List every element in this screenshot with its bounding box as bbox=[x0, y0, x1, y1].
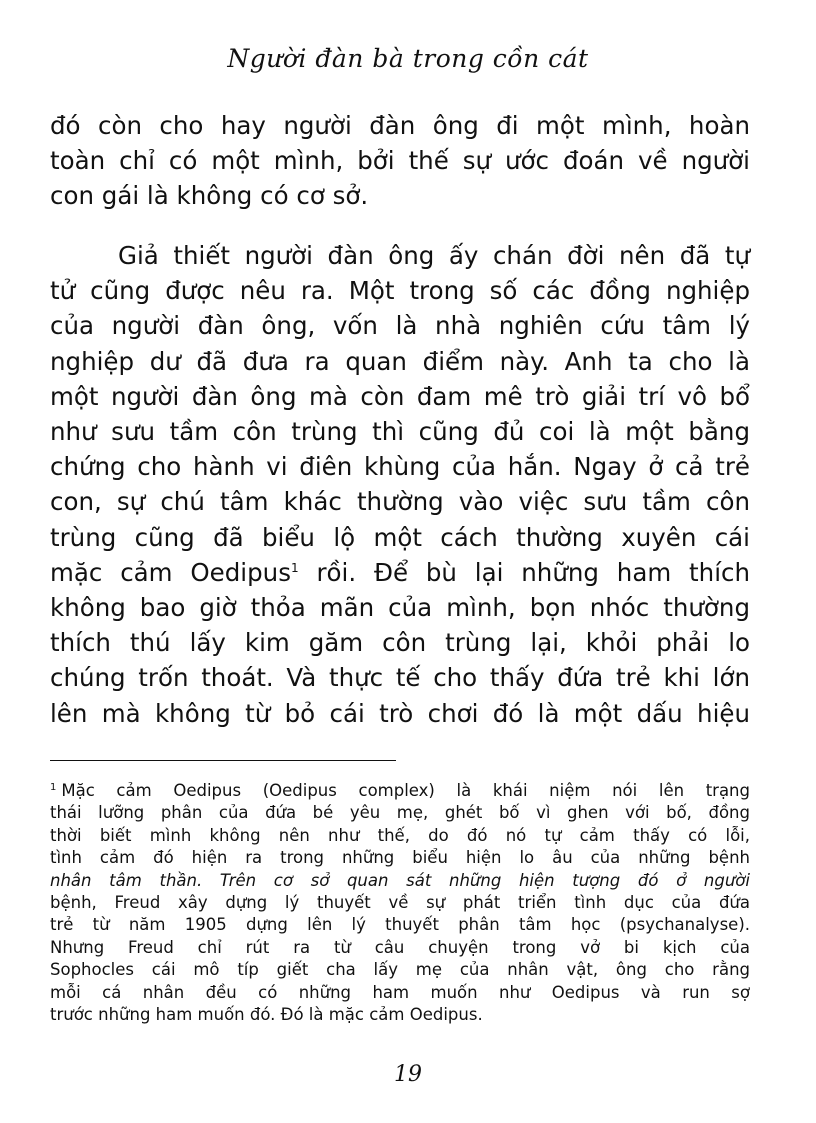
paragraph-line: lên mà không từ bỏ cái trò chơi đó là một dấu hiệu bbox=[50, 698, 750, 728]
paragraph-line: Giả thiết người đàn ông ấy chán đời nên đã tự bbox=[118, 241, 750, 270]
paragraph-1 bbox=[50, 108, 750, 214]
footnote-line: trước những ham muốn đó. Đó là mặc cảm Oedipus. bbox=[50, 1005, 483, 1025]
footnote-line: thời biết mình không nên như thế, do đó nó tự cảm thấy có lỗi, bbox=[50, 825, 750, 845]
paragraph-line: thích thú lấy kim găm côn trùng lại, khỏi phải lo bbox=[50, 628, 750, 658]
paragraph-line: một người đàn ông mà còn đam mê trò giải trí vô bổ bbox=[50, 381, 750, 411]
paragraph-line: như sưu tầm côn trùng thì cũng đủ coi là một bằng bbox=[50, 417, 750, 447]
footnote-line: $^1$ Mặc cảm Oedipus (Oedipus complex) là khái niệm nói lên trạng bbox=[50, 781, 750, 800]
oedipus-term: mặc cảm Oedipus bbox=[50, 557, 291, 587]
footnote-line: bệnh, Freud xây dựng lý thuyết về sự phát triển tình dục của đứa bbox=[50, 893, 750, 913]
footnote-divider bbox=[50, 760, 396, 761]
paragraph-2 bbox=[50, 238, 750, 731]
footnote-line: Sophocles cái mô típ giết cha lấy mẹ của nhân vật, ông cho rằng bbox=[50, 960, 750, 980]
footnote-line: trẻ từ năm 1905 dựng lên lý thuyết phân tâm học (psychanalyse). bbox=[50, 915, 750, 935]
footnote-reference[interactable]: 1 bbox=[290, 560, 299, 575]
paragraph-line: con, sự chú tâm khác thường vào việc sưu tầm côn bbox=[50, 487, 750, 517]
paragraph-line: con gái là không có cơ sở. bbox=[50, 181, 369, 211]
footnote-line: mỗi cá nhân đều có những ham muốn như Oedipus và run sợ bbox=[50, 982, 750, 1002]
paragraph-line: không bao giờ thỏa mãn của mình, bọn nhóc thường bbox=[50, 593, 750, 623]
paragraph-line: đó còn cho hay người đàn ông đi một mình, hoàn bbox=[50, 111, 750, 140]
paragraph-line: của người đàn ông, vốn là nhà nghiên cứu tâm lý bbox=[50, 311, 750, 341]
paragraph-line: chứng cho hành vi điên khùng của hắn. Ngay ở cả trẻ bbox=[50, 452, 750, 482]
paragraph-line: trùng cũng đã biểu lộ một cách thường xuyên cái bbox=[50, 522, 750, 552]
footnote-line: tình cảm đó hiện ra trong những biểu hiện lo âu của những bệnh bbox=[50, 848, 750, 868]
paragraph-line: tử cũng được nêu ra. Một trong số các đồng nghiệp bbox=[50, 276, 750, 306]
paragraph-line: nghiệp dư đã đưa ra quan điểm này. Anh ta cho là bbox=[50, 346, 750, 376]
footnote bbox=[50, 780, 750, 1026]
footnote-marker: 1 bbox=[50, 781, 57, 793]
page-number: 19 bbox=[394, 1062, 422, 1087]
footnote-line: nhân tâm thần. Trên cơ sở quan sát những hiện tượng đó ở người bbox=[50, 870, 750, 890]
running-title: Người đàn bà trong cồn cát bbox=[227, 44, 589, 73]
paragraph-line: chúng trốn thoát. Và thực tế cho thấy đứa trẻ khi lớn bbox=[50, 663, 750, 693]
paragraph-line-continuation: rồi. Để bù lại những ham thích bbox=[298, 557, 750, 587]
footnote-line: Nhưng Freud chỉ rút ra từ câu chuyện trong vở bi kịch của bbox=[50, 937, 750, 957]
paragraph-line-with-footnote bbox=[50, 555, 750, 590]
footnote-line: thái lưỡng phân của đứa bé yêu mẹ, ghét bố vì ghen với bố, đồng bbox=[50, 803, 750, 823]
paragraph-line: toàn chỉ có một mình, bởi thế sự ước đoán về người bbox=[50, 146, 750, 176]
